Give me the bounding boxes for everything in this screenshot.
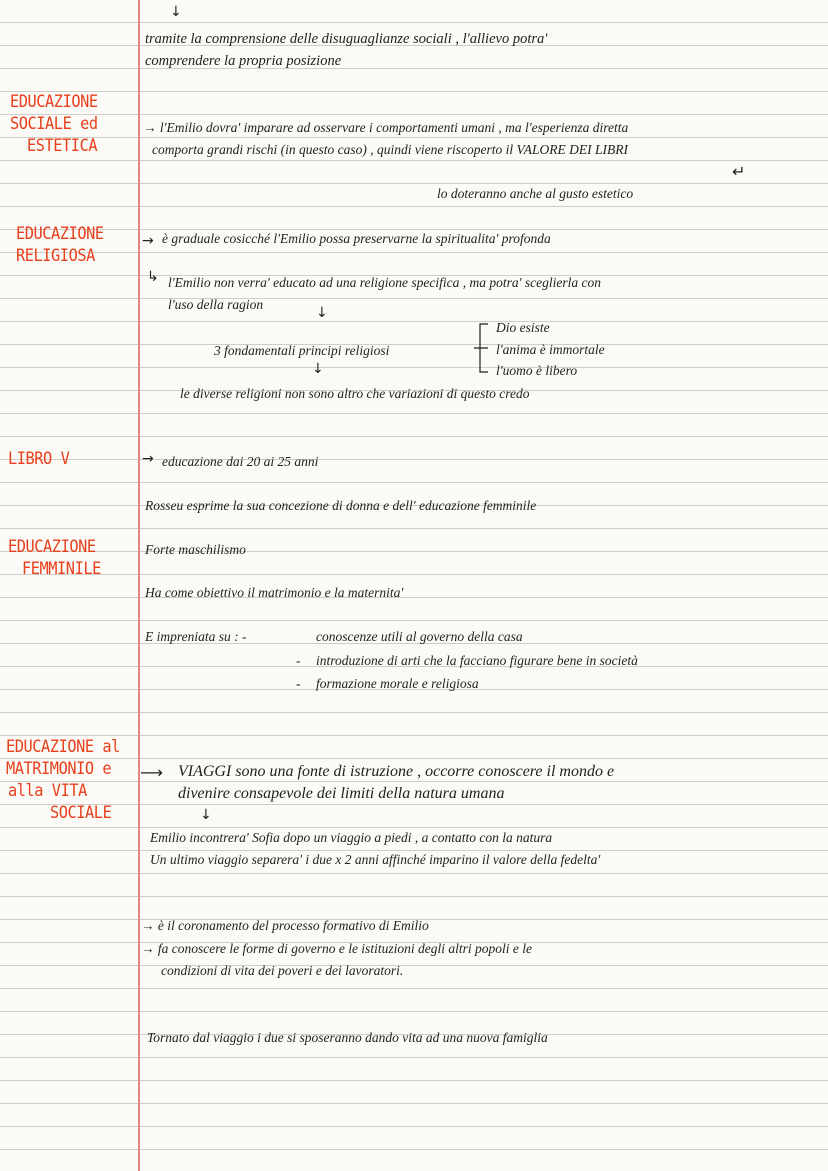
arrow-down-icon: ↓: [200, 807, 212, 823]
matrimonio-line-8: Tornato dal viaggio i due si sposeranno dando vita ad una nuova famiglia: [147, 1030, 548, 1045]
matrimonio-line-2: divenire consapevole dei limiti della natura umana: [178, 785, 505, 802]
heading-libro: LIBRO V: [8, 449, 70, 469]
femminile-line-2: Ha come obiettivo il matrimonio e la maternita': [145, 585, 404, 600]
femminile-label: E impreniata su : -: [145, 629, 247, 644]
heading-femminile-2: FEMMINILE: [22, 559, 101, 579]
intro-line-2: comprendere la propria posizione: [145, 53, 342, 69]
principio-1: Dio esiste: [496, 320, 550, 335]
heading-religiosa-1: EDUCAZIONE: [16, 224, 104, 244]
principio-2: l'anima è immortale: [496, 342, 605, 357]
sociale-line-2: comporta grandi rischi (in questo caso) , quindi viene riscoperto il VALORE DEI LIBRI: [152, 142, 628, 157]
heading-sociale-2: SOCIALE ed: [10, 114, 98, 134]
femminile-item: introduzione di arti che la facciano figurare bene in società: [316, 653, 638, 668]
heading-sociale-3: ESTETICA: [27, 136, 98, 156]
libro-line-2: Rosseu esprime la sua concezione di donna e dell' educazione femminile: [145, 498, 537, 513]
arrow-right-icon: →: [142, 451, 154, 467]
religiosa-line-4: le diverse religioni non sono altro che variazioni di questo credo: [180, 386, 530, 401]
religiosa-line-1: è graduale cosicché l'Emilio possa preservarne la spiritualita' profonda: [162, 231, 551, 246]
bullet-dash-icon: -: [296, 653, 301, 668]
arrow-down-icon: ↓: [170, 4, 182, 20]
bullet-dash-icon: -: [296, 676, 301, 691]
arrow-right-icon: →: [142, 233, 154, 249]
sociale-line-1: → l'Emilio dovra' imparare ad osservare i comportamenti umani , ma l'esperienza diretta: [143, 120, 629, 135]
arrow-down-icon: ↓: [312, 361, 324, 377]
matrimonio-line-7: condizioni di vita dei poveri e dei lavoratori.: [161, 963, 404, 978]
heading-femminile-1: EDUCAZIONE: [8, 537, 96, 557]
heading-matrimonio-2: MATRIMONIO e: [6, 759, 112, 779]
heading-matrimonio-1: EDUCAZIONE al: [6, 737, 120, 757]
femminile-line-1: Forte maschilismo: [145, 542, 246, 557]
matrimonio-line-1: VIAGGI sono una fonte di istruzione , occorre conoscere il mondo e: [178, 763, 615, 780]
intro-line-1: tramite la comprensione delle disuguaglianze sociali , l'allievo potra': [145, 31, 548, 47]
matrimonio-line-5: → è il coronamento del processo formativo di Emilio: [141, 918, 429, 933]
femminile-item: formazione morale e religiosa: [316, 676, 479, 691]
bracket-icon: [474, 322, 490, 374]
arrow-branch-icon: ↳: [147, 269, 159, 285]
heading-sociale-1: EDUCAZIONE: [10, 92, 98, 112]
principio-3: l'uomo è libero: [496, 363, 578, 378]
principi-label: 3 fondamentali principi religiosi: [214, 343, 390, 358]
matrimonio-line-6: → fa conoscere le forme di governo e le istituzioni degli altri popoli e le: [141, 941, 532, 956]
heading-matrimonio-3: alla VITA: [8, 781, 87, 801]
heading-matrimonio-4: SOCIALE: [50, 803, 112, 823]
arrow-right-icon: ⟶: [140, 763, 163, 782]
femminile-item: conoscenze utili al governo della casa: [316, 629, 523, 644]
arrow-down-icon: ↓: [316, 305, 328, 321]
sociale-line-3: lo doteranno anche al gusto estetico: [437, 186, 634, 201]
libro-line-1: educazione dai 20 ai 25 anni: [162, 454, 319, 469]
heading-religiosa-2: RELIGIOSA: [16, 246, 95, 266]
margin-line: [138, 0, 140, 1171]
religiosa-line-2: l'Emilio non verra' educato ad una religione specifica , ma potra' sceglierla con: [168, 275, 601, 290]
religiosa-line-3: l'uso della ragion: [168, 297, 264, 312]
matrimonio-line-4: Un ultimo viaggio separera' i due x 2 anni affinché imparino il valore della fedelta': [150, 852, 601, 867]
return-arrow-icon: ↵: [732, 162, 746, 181]
matrimonio-line-3: Emilio incontrera' Sofia dopo un viaggio a piedi , a contatto con la natura: [150, 830, 553, 845]
